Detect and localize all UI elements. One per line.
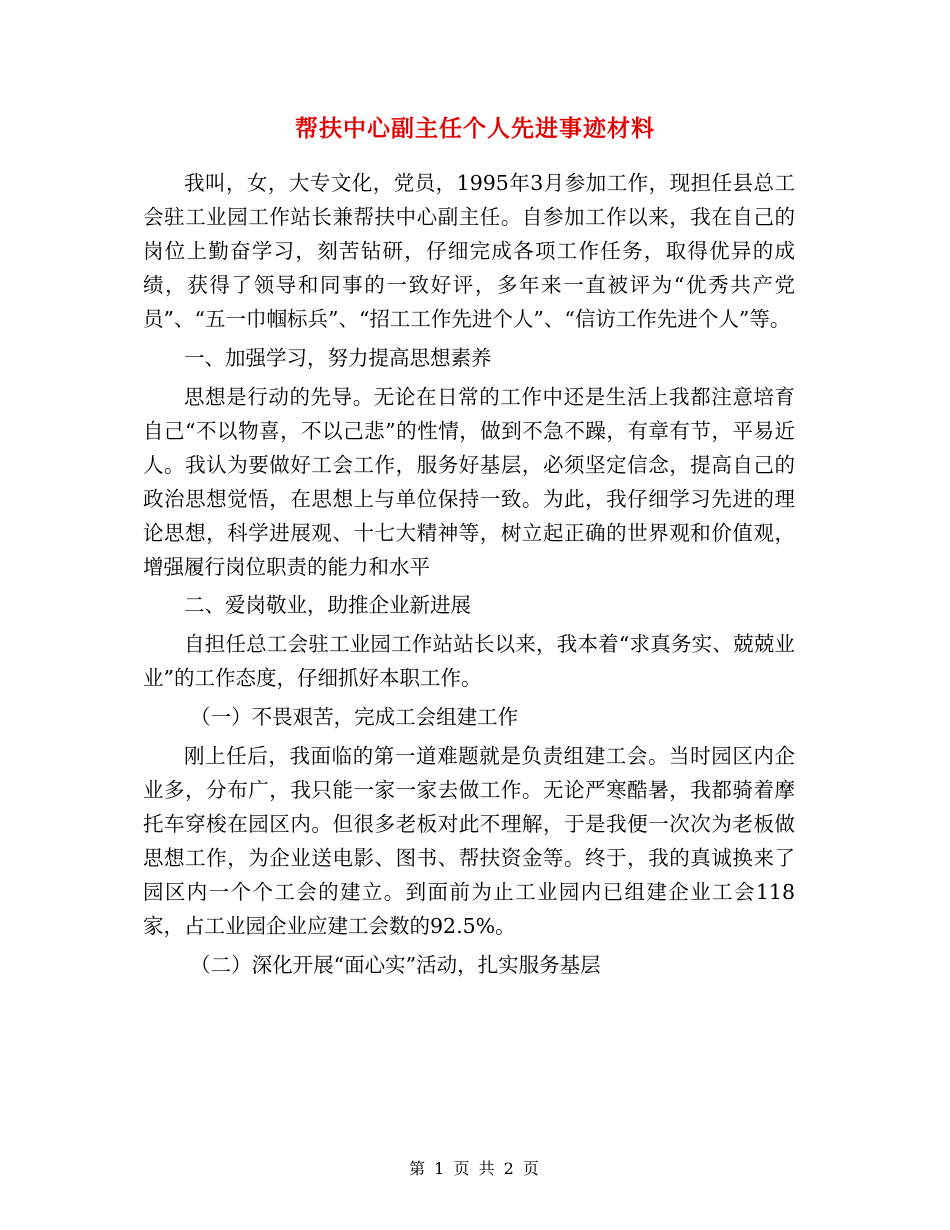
section-heading-2: 二、爱岗敬业，助推企业新进展 [184, 593, 471, 618]
intro-paragraph: 我叫，女，大专文化，党员，1995年3月参加工作，现担任县总工会驻工业园工作站长兼帮扶中心副主任。自参加工作以来，我在自己的岗位上勤奋学习，刻苦钻研，仔细完成各项工作任务，取得优异的成绩，获得了领导和同事的一致好评，多年来一直被评为“优秀共产党员”、“五一巾帼标兵”、“招工工作先进个人”、“信访工作先进个人”等。 [143, 171, 795, 331]
document-body [143, 166, 795, 986]
section-2-paragraph: 自担任总工会驻工业园工作站站长以来，我本着“求真务实、兢兢业业”的工作态度，仔细抓好本职工作。 [143, 632, 795, 691]
subsection-1-paragraph: 刚上任后，我面临的第一道难题就是负责组建工会。当时园区内企业多，分布广，我只能一家一家去做工作。无论严寒酷暑，我都骑着摩托车穿梭在园区内。但很多老板对此不理解，于是我便一次次为老板做思想工作，为企业送电影、图书、帮扶资金等。终于，我的真诚换来了园区内一个个工会的建立。到面前为止工业园内已组建企业工会118家，占工业园企业应建工会数的92.5%。 [143, 743, 795, 938]
document-title: 帮扶中心副主任个人先进事迹材料 [295, 115, 655, 142]
section-heading-1: 一、加强学习，努力提高思想素养 [184, 345, 492, 370]
subsection-heading-2: （二）深化开展“面心实”活动，扎实服务基层 [190, 952, 601, 977]
page-number-footer: 第 1 页 共 2 页 [409, 1159, 541, 1178]
subsection-heading-1: （一）不畏艰苦，完成工会组建工作 [190, 704, 519, 729]
section-1-paragraph: 思想是行动的先导。无论在日常的工作中还是生活上我都注意培育自己“不以物喜，不以己悲”的性情，做到不急不躁，有章有节，平易近人。我认为要做好工会工作，服务好基层，必须坚定信念，提高自己的政治思想觉悟，在思想上与单位保持一致。为此，我仔细学习先进的理论思想，科学进展观、十七大精神等，树立起正确的世界观和价值观，增强履行岗位职责的能力和水平 [143, 384, 795, 579]
